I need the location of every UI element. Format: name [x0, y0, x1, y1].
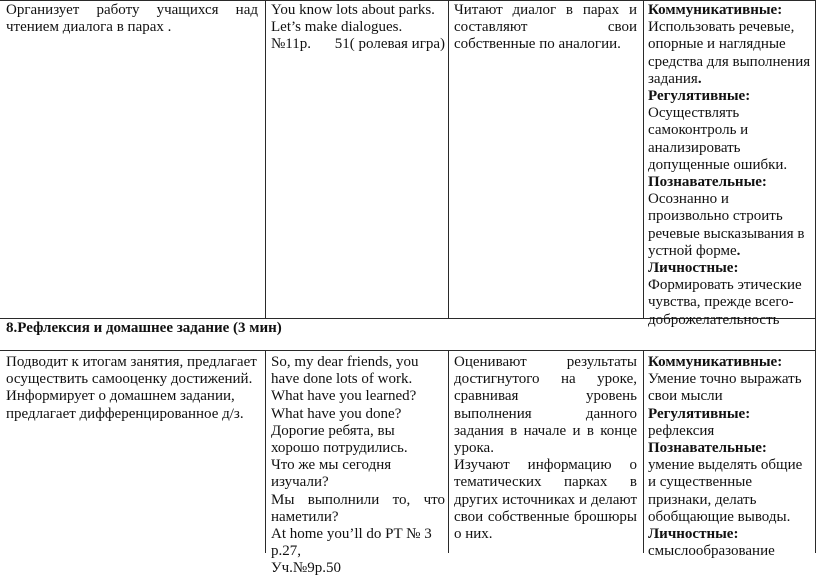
row2-teacher-text: Подводит к итогам занятия, предлагает осуществить самооценку достижений. Информирует о домашнем задании, предлагает дифференцированное д/з.: [6, 354, 257, 422]
row2-content-cell: [271, 354, 445, 578]
row1-uud-cognitive-title: Познавательные:: [648, 174, 767, 191]
row1-students-text: Читают диалог в парах и составляют свои собственные по аналогии.: [454, 2, 637, 53]
col-divider-2-top: [448, 0, 449, 318]
row1-uud-cell: [648, 2, 813, 329]
row2-uud-personal-text: смыслообразование: [648, 543, 775, 560]
col-divider-3-top: [643, 0, 644, 318]
row2-content-line: Уч.№9р.50: [271, 560, 341, 577]
col-divider-3-bottom: [643, 350, 644, 553]
row2-uud-personal-title: Личностные:: [648, 526, 739, 543]
row2-uud-communicative-title: Коммуникативные:: [648, 354, 783, 370]
row2-students-cell: [454, 354, 637, 543]
row1-teacher-text: Организует работу учащихся над чтением диалога в парах .: [6, 2, 258, 36]
row1-content-line3: [271, 36, 445, 53]
row1-uud-regulative-text: Осуществлять самоконтроль и анализировать допущенные ошибки.: [648, 105, 788, 173]
section-heading: 8.Рефлексия и домашнее задание (3 мин): [6, 320, 282, 336]
row2-uud-regulative-text: рефлексия: [648, 422, 715, 439]
col-divider-2-bottom: [448, 350, 449, 553]
row1-exercise-rest: 51( ролевая игра): [334, 36, 445, 53]
row2-teacher-cell: [6, 354, 258, 423]
col-divider-1-top: [265, 0, 266, 318]
row2-uud-cognitive-title: Познавательные:: [648, 440, 767, 457]
row2-content-line: So, my dear friends, you have done lots of work.: [271, 354, 419, 388]
row2-uud-cell: [648, 354, 813, 560]
row1-uud-personal-text: Формировать этические чувства, прежде всего- доброжелательность: [648, 277, 802, 328]
row2-uud-regulative-title: Регулятивные:: [648, 405, 751, 422]
row2-content-line: What have you learned?: [271, 388, 417, 405]
row1-teacher-cell: [6, 2, 258, 36]
row2-content-line: Что же мы сегодня изучали?: [271, 457, 392, 491]
col-divider-1-bottom: [265, 350, 266, 553]
row1-uud-personal-title: Личностные:: [648, 260, 739, 277]
row1-uud-communicative-title: Коммуникативные:: [648, 2, 783, 18]
row1-uud-cognitive-text: Осознанно и произвольно строить речевые высказывания в устной форме.: [648, 191, 805, 259]
row1-content-line2: Let’s make dialogues.: [271, 19, 403, 36]
table-top-border: [0, 0, 816, 1]
row2-uud-cognitive-text: умение выделять общие и существенные признаки, делать обобщающие выводы.: [648, 457, 803, 525]
row1-uud-communicative-text: Использовать речевые, опорные и наглядные средства для выполнения задания.: [648, 19, 811, 87]
row2-content-line: At home you’ll do PT № 3 р.27,: [271, 526, 432, 560]
row1-students-cell: [454, 2, 637, 54]
row2-content-line: Дорогие ребята, вы хорошо потрудились.: [271, 422, 408, 457]
row2-students-text-1: Оценивают результаты достигнутого на уроке, сравнивая уровень выполнения данного задания в начале и в конце урока.: [454, 354, 637, 457]
section-bottom-border: [0, 350, 816, 351]
row1-content-line1: You know lots about parks.: [271, 2, 435, 18]
row2-students-text-2: Изучают информацию о тематических парках в других источниках и делают свои собственные брошюры о них.: [454, 457, 637, 543]
row1-exercise-number: №11р.: [271, 36, 312, 53]
row1-uud-regulative-title: Регулятивные:: [648, 88, 751, 105]
row2-uud-communicative-text: Умение точно выражать свои мысли: [648, 371, 802, 405]
row1-content-cell: [271, 2, 445, 54]
row2-content-line: Мы выполнили то, что наметили?: [271, 491, 445, 525]
row2-content-line: What have you done?: [271, 405, 402, 422]
